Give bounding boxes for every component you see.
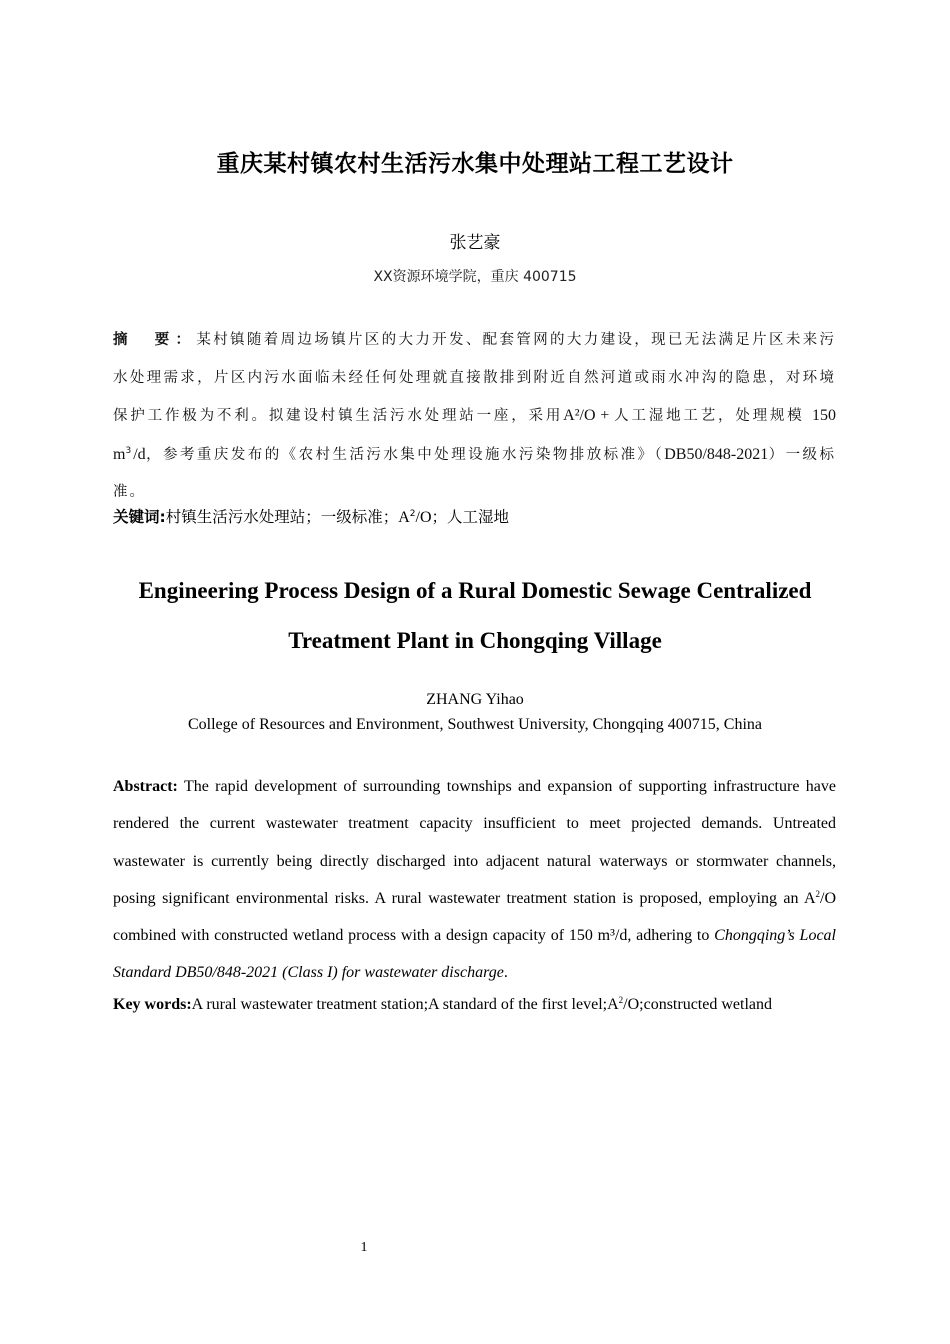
chinese-abstract-unit: m: [113, 445, 126, 463]
english-abstract-standard: Chongqing’s Local Standard DB50/848-2021 (Class I) for wastewater discharge: [113, 927, 836, 982]
english-keywords-label: Key words:: [113, 996, 192, 1013]
chinese-keywords: [113, 505, 836, 527]
english-abstract-text: .: [503, 964, 508, 982]
superscript: 3: [125, 445, 134, 456]
chinese-title: 重庆某村镇农村生活污水集中处理站工程工艺设计: [216, 151, 734, 177]
english-keywords-text: /O;constructed wetland: [623, 996, 772, 1013]
chinese-abstract-process: A²/O +: [563, 407, 615, 424]
chinese-abstract: [113, 322, 836, 512]
chinese-abstract-text: ）一级标准。: [113, 446, 837, 500]
chinese-keywords-text: 村镇生活污水处理站；一级标准；: [165, 508, 399, 526]
chinese-abstract-text: 人工湿地工艺，处理规模: [614, 408, 813, 424]
chinese-keywords-text: /O: [415, 509, 432, 526]
english-affiliation: College of Resources and Environment, Southwest University, Chongqing 400715, China: [187, 716, 762, 733]
chinese-author: 张艺豪: [449, 233, 501, 253]
english-abstract-label: Abstract:: [113, 778, 178, 795]
superscript: 2: [409, 509, 416, 519]
english-title: [0, 566, 950, 666]
page-number: 1: [360, 1240, 368, 1255]
chinese-keywords-label: 关键词:: [113, 508, 166, 526]
english-keywords: [113, 996, 836, 1014]
superscript: 2: [815, 888, 820, 899]
chinese-keywords-text: ；人工湿地: [431, 508, 510, 526]
superscript: 2: [618, 995, 624, 1005]
english-abstract-text: The rapid development of surrounding townships and expansion of supporting infrastructure have rendered the current wastewater treatment capacity insufficient to meet projected demands. Untreated wastewater is currently being directly discharged into adjacent natural waterways or stormwater channels, posing significant environmental risks. A rural wastewater treatment station is proposed, employing an A: [113, 778, 836, 907]
english-title-line: Treatment Plant in Chongqing Village: [288, 628, 662, 653]
chinese-abstract-standard: DB50/848-2021: [664, 445, 769, 463]
chinese-abstract-label: 摘 要：: [113, 332, 197, 348]
chinese-abstract-capacity: 150: [812, 407, 837, 424]
english-abstract: [113, 768, 836, 992]
chinese-keywords-text: A: [398, 509, 410, 526]
english-author: ZHANG Yihao: [426, 691, 524, 708]
chinese-abstract-text: 某村镇随着周边场镇片区的大力开发、配套管网的大力建设，现已无法满足片区未来污水处理需求，片区内污水面临未经任何处理就直接散排到附近自然河道或雨水冲沟的隐患，对环境保护工作极为不利。拟建设村镇生活污水处理站一座，采用: [113, 332, 837, 424]
chinese-abstract-unit: /d: [133, 445, 146, 463]
english-keywords-text: A rural wastewater treatment station;A standard of the first level;A: [191, 996, 619, 1013]
english-title-line: Engineering Process Design of a Rural Domestic Sewage Centralized: [138, 578, 812, 603]
english-abstract-text: /O combined with constructed wetland process with a design capacity of 150 m³/d, adhering to: [113, 889, 836, 945]
chinese-abstract-text: ，参考重庆发布的《农村生活污水集中处理设施水污染物排放标准》（: [145, 446, 665, 463]
chinese-affiliation: XX资源环境学院，重庆 400715: [373, 269, 577, 285]
